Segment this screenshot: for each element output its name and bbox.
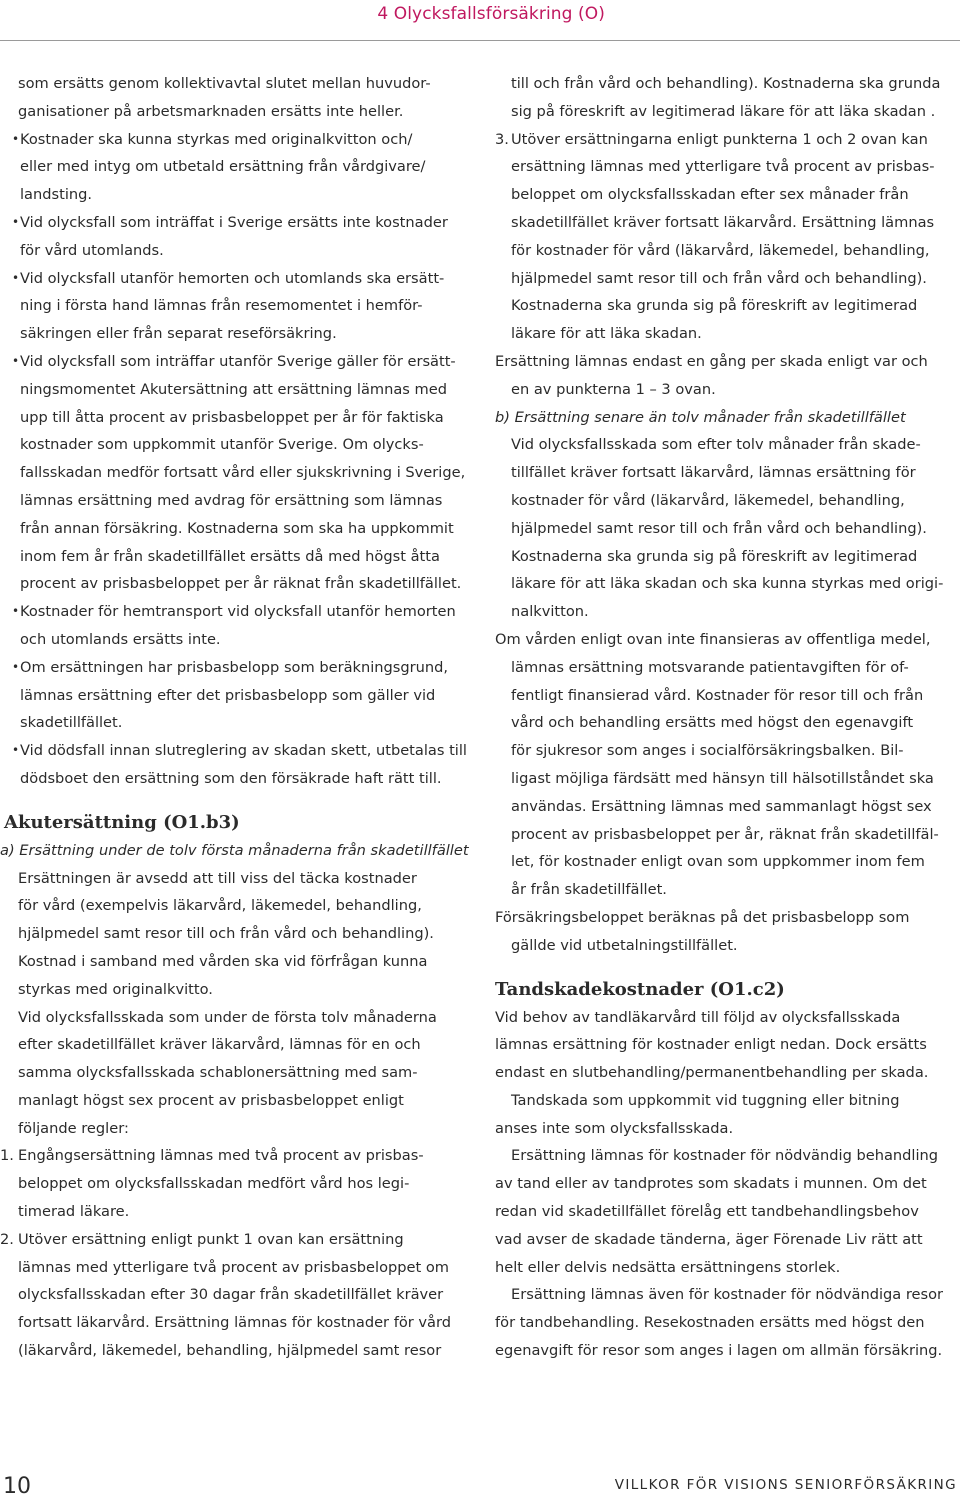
right-column — [495, 70, 957, 1365]
text-line: Tandskada som uppkommit vid tuggning eller bitning — [511, 1091, 900, 1109]
text-line: lämnas med ytterligare två procent av prisbasbeloppet om — [18, 1258, 450, 1276]
text-line: beloppet om olycksfallsskadan efter sex månader från — [511, 186, 909, 204]
text-line: procent av prisbasbeloppet per år, räknat från skadetillfäl- — [511, 825, 939, 843]
text-line: endast en slutbehandling/permanentbehandling per skada. — [495, 1064, 929, 1082]
text-line: Ersättningen är avsedd att till viss del täcka kostnader — [18, 869, 417, 887]
text-line: för kostnader för vård (läkarvård, läkemedel, behandling, — [511, 241, 930, 259]
text-line: ganisationer på arbetsmarknaden ersätts inte heller. — [18, 102, 404, 120]
spacer — [495, 960, 957, 976]
bullet-icon: • — [12, 270, 20, 285]
text-line: landsting. — [20, 186, 93, 204]
paragraph — [495, 1281, 957, 1364]
bullet-item — [12, 348, 480, 598]
paragraph — [495, 1087, 957, 1143]
bullet-icon: • — [12, 131, 20, 146]
text-line: Utöver ersättning enligt punkt 1 ovan kan ersättning — [18, 1230, 404, 1248]
section-title: 4 Olycksfallsförsäkring (O) — [377, 4, 605, 24]
bullet-item — [12, 126, 480, 209]
text-line: egenavgift för resor som anges i lagen om allmän försäkring. — [495, 1342, 943, 1360]
text-line: ningsmomentet Akutersättning att ersättning lämnas med — [20, 380, 448, 398]
text-line: sig på föreskrift av legitimerad läkare för att läka skadan . — [511, 102, 936, 120]
text-line: år från skadetillfället. — [511, 881, 667, 899]
bullet-item — [12, 598, 480, 654]
text-line: nalkvitton. — [511, 603, 589, 621]
text-line: som ersätts genom kollektivavtal slutet mellan huvudor- — [18, 75, 431, 92]
paragraph — [495, 626, 957, 904]
text-line: Ersättning lämnas endast en gång per skada enligt var och — [495, 352, 928, 370]
text-line: Vid olycksfall som inträffar utanför Sverige gäller för ersätt- — [20, 352, 456, 370]
text-line: Vid olycksfallsskada som under de första tolv månaderna — [18, 1008, 437, 1026]
text-line: lämnas ersättning för kostnader enligt nedan. Dock ersätts — [495, 1036, 927, 1054]
footer-title: VILLKOR FÖR VISIONS SENIORFÖRSÄKRING — [614, 1477, 957, 1493]
bullet-icon: • — [12, 353, 20, 368]
bullet-item — [12, 265, 480, 348]
text-line: dödsboet den ersättning som den försäkrade haft rätt till. — [20, 769, 442, 787]
text-line: hjälpmedel samt resor till och från vård och behandling). — [18, 925, 434, 943]
text-line: skadetillfället. — [20, 714, 123, 732]
text-line: Vid olycksfallsskada som efter tolv månader från skade- — [511, 436, 921, 454]
text-line: tillfället kräver fortsatt läkarvård, lämnas ersättning för — [511, 464, 916, 482]
paragraph — [18, 1004, 480, 1143]
bullet-item — [12, 737, 480, 793]
header-divider — [0, 40, 960, 41]
text-line: hjälpmedel samt resor till och från vård och behandling). — [511, 519, 927, 537]
text-line: manlagt högst sex procent av prisbasbeloppet enligt — [18, 1091, 404, 1109]
text-line: lämnas ersättning motsvarande patientavgiften för of- — [511, 658, 909, 676]
text-line: Om ersättningen har prisbasbelopp som beräkningsgrund, — [20, 658, 449, 676]
text-line: läkare för att läka skadan. — [511, 325, 702, 343]
continued-paragraph — [495, 70, 957, 126]
text-line: av tand eller av tandprotes som skadats i munnen. Om det — [495, 1175, 927, 1193]
paragraph — [495, 348, 957, 404]
text-line: inom fem år från skadetillfället ersätts då med högst åtta — [20, 547, 440, 565]
text-line: Vid olycksfall utanför hemorten och utomlands ska ersätt- — [20, 269, 445, 287]
text-line: följande regler: — [18, 1119, 129, 1137]
bullet-item — [12, 209, 480, 265]
text-line: till och från vård och behandling). Kostnaderna ska grunda — [511, 75, 941, 92]
text-line: ning i första hand lämnas från resemomentet i hemför- — [20, 297, 423, 315]
numbered-item — [495, 126, 957, 348]
text-line: lämnas ersättning efter det prisbasbelopp som gäller vid — [20, 686, 436, 704]
text-line: skadetillfället kräver fortsatt läkarvård. Ersättning lämnas — [511, 213, 935, 231]
text-line: helt eller delvis nedsätta ersättningens storlek. — [495, 1258, 841, 1276]
text-line: användas. Ersättning lämnas med sammanlagt högst sex — [511, 797, 932, 815]
text-line: olycksfallsskadan efter 30 dagar från skadetillfället kräver — [18, 1286, 444, 1304]
text-line: gällde vid utbetalningstillfället. — [511, 936, 738, 954]
list-marker: 2. — [0, 1230, 14, 1248]
text-line: let, för kostnader enligt ovan som uppkommer inom fem — [511, 853, 925, 871]
text-line: Ersättning lämnas även för kostnader för nödvändiga resor — [511, 1286, 944, 1304]
text-line: och utomlands ersätts inte. — [20, 630, 221, 648]
text-line: Kostnad i samband med vården ska vid förfrågan kunna — [18, 952, 428, 970]
text-line: Kostnaderna ska grunda sig på föreskrift av legitimerad — [511, 547, 918, 565]
paragraph — [495, 1004, 957, 1087]
subsection-b-title: b) Ersättning senare än tolv månader från skadetillfället — [495, 408, 906, 426]
text-line: för vård utomlands. — [20, 241, 164, 259]
text-line: beloppet om olycksfallsskadan medfört vård hos legi- — [18, 1175, 410, 1193]
text-line: Försäkringsbeloppet beräknas på det prisbasbelopp som — [495, 908, 910, 926]
paragraph — [495, 904, 957, 960]
text-line: från annan försäkring. Kostnaderna som ska ha uppkommit — [20, 519, 454, 537]
text-line: Kostnader ska kunna styrkas med originalkvitton och/ — [20, 130, 413, 148]
text-line: upp till åtta procent av prisbasbeloppet per år för faktiska — [20, 408, 444, 426]
text-line: anses inte som olycksfallsskada. — [495, 1119, 734, 1137]
text-line: kostnader för vård (läkarvård, läkemedel, behandling, — [511, 491, 905, 509]
text-line: redan vid skadetillfället förelåg ett tandbehandlingsbehov — [495, 1203, 919, 1221]
text-line: ersättning lämnas med ytterligare två procent av prisbas- — [511, 158, 935, 176]
paragraph — [495, 1142, 957, 1281]
text-line: ligast möjliga färdsätt med hänsyn till hälsotillståndet ska — [511, 769, 934, 787]
bullet-icon: • — [12, 659, 20, 674]
text-line: samma olycksfallsskada schablonersättning med sam- — [18, 1064, 418, 1082]
subsection-a-title: a) Ersättning under de tolv första månaderna från skadetillfället — [0, 841, 469, 859]
text-line: (läkarvård, läkemedel, behandling, hjälpmedel samt resor — [18, 1342, 442, 1360]
text-line: eller med intyg om utbetald ersättning från vårdgivare/ — [20, 158, 426, 176]
numbered-item — [0, 1142, 480, 1225]
text-line: kostnader som uppkommit utanför Sverige. Om olycks- — [20, 436, 424, 454]
bullet-item — [12, 654, 480, 737]
text-line: Kostnader för hemtransport vid olycksfall utanför hemorten — [20, 603, 456, 621]
paragraph — [495, 431, 957, 626]
text-line: vad avser de skadade tänderna, äger Förenade Liv rätt att — [495, 1230, 923, 1248]
text-line: för vård (exempelvis läkarvård, läkemedel, behandling, — [18, 897, 422, 915]
text-line: lämnas ersättning med avdrag för ersättning som lämnas — [20, 491, 443, 509]
text-line: säkringen eller från separat reseförsäkring. — [20, 325, 337, 343]
numbered-item — [0, 1226, 480, 1365]
list-marker: 3. — [495, 130, 509, 148]
intro-paragraph — [18, 70, 480, 126]
text-line: läkare för att läka skadan och ska kunna styrkas med origi- — [511, 575, 944, 593]
text-line: Vid olycksfall som inträffat i Sverige ersätts inte kostnader — [20, 213, 448, 231]
text-line: fortsatt läkarvård. Ersättning lämnas för kostnader för vård — [18, 1314, 451, 1332]
section-heading: Tandskadekostnader (O1.c2) — [495, 978, 785, 1000]
text-line: för sjukresor som anges i socialförsäkringsbalken. Bil- — [511, 742, 904, 760]
text-line: en av punkterna 1 – 3 ovan. — [511, 380, 716, 398]
text-line: Ersättning lämnas för kostnader för nödvändig behandling — [511, 1147, 939, 1165]
text-line: timerad läkare. — [18, 1203, 130, 1221]
page-header — [0, 0, 960, 42]
text-line: procent av prisbasbeloppet per år räknat från skadetillfället. — [20, 575, 462, 593]
list-marker: 1. — [0, 1147, 14, 1165]
text-line: hjälpmedel samt resor till och från vård och behandling). — [511, 269, 927, 287]
bullet-icon: • — [12, 743, 20, 758]
text-line: fallsskadan medför fortsatt vård eller sjukskrivning i Sverige, — [20, 464, 466, 482]
text-line: för tandbehandling. Resekostnaden ersätts med högst den — [495, 1314, 925, 1332]
text-line: efter skadetillfället kräver läkarvård, lämnas för en och — [18, 1036, 421, 1054]
left-column — [0, 70, 480, 1365]
text-line: Vid dödsfall innan slutreglering av skadan skett, utbetalas till — [20, 742, 467, 760]
text-line: Utöver ersättningarna enligt punkterna 1 och 2 ovan kan — [511, 130, 928, 148]
paragraph — [18, 865, 480, 1004]
text-line: Engångsersättning lämnas med två procent av prisbas- — [18, 1147, 424, 1165]
section-heading: Akutersättning (O1.b3) — [4, 811, 240, 833]
bullet-icon: • — [12, 214, 20, 229]
spacer — [18, 793, 480, 809]
text-line: Om vården enligt ovan inte finansieras av offentliga medel, — [495, 630, 931, 648]
text-line: styrkas med originalkvitto. — [18, 980, 213, 998]
text-line: vård och behandling ersätts med högst den egenavgift — [511, 714, 914, 732]
bullet-icon: • — [12, 604, 20, 619]
text-line: Kostnaderna ska grunda sig på föreskrift av legitimerad — [511, 297, 918, 315]
text-line: Vid behov av tandläkarvård till följd av olycksfallsskada — [495, 1008, 901, 1026]
page-number: 10 — [3, 1474, 31, 1499]
text-line: fentligt finansierad vård. Kostnader för resor till och från — [511, 686, 924, 704]
